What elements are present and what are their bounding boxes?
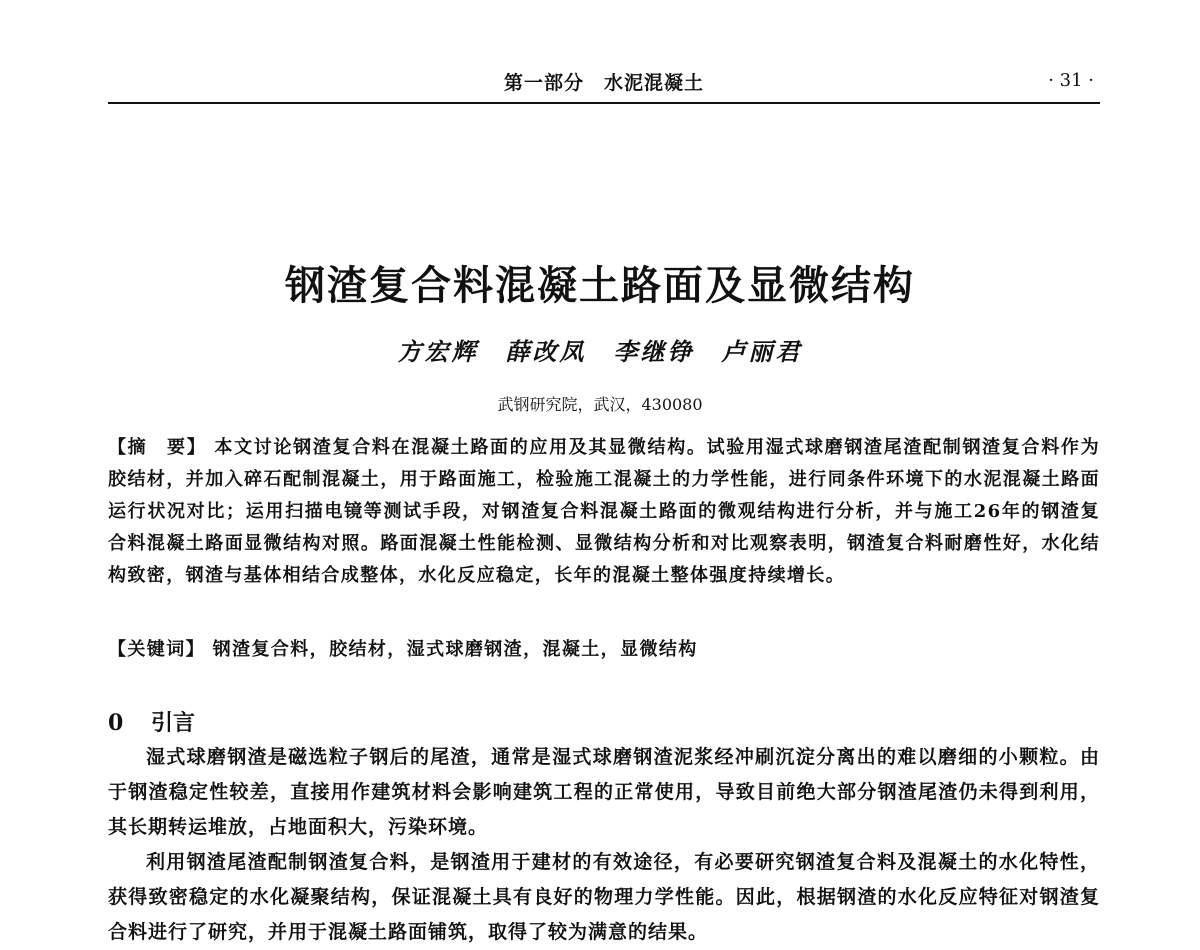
abstract-label: 【摘 要】 — [108, 437, 207, 458]
section-title: 引言 — [150, 711, 195, 736]
keywords-text: 钢渣复合料，胶结材，湿式球磨钢渣，混凝土，显微结构 — [212, 639, 698, 660]
page-number: · 31 · — [1048, 70, 1094, 91]
running-header — [108, 62, 1100, 104]
authors: 方宏辉 薛改凤 李继铮 卢丽君 — [397, 337, 803, 366]
affiliation: 武钢研究院，武汉，430080 — [497, 395, 703, 414]
body-paragraph: 湿式球磨钢渣是磁选粒子钢后的尾渣，通常是湿式球磨钢渣泥浆经冲刷沉淀分离出的难以磨细的小颗粒。由于钢渣稳定性较差，直接用作建筑材料会影响建筑工程的正常使用，导致目前绝大部分钢渣尾渣仍未得到利用，其长期转运堆放，占地面积大，污染环境。 — [108, 746, 1100, 838]
body-paragraph: 利用钢渣尾渣配制钢渣复合料，是钢渣用于建材的有效途径，有必要研究钢渣复合料及混凝土的水化特性，获得致密稳定的水化凝聚结构，保证混凝土具有良好的物理力学性能。因此，根据钢渣的水化反应特征对钢渣复合料进行了研究，并用于混凝土路面铺筑，取得了较为满意的结果。 — [108, 851, 1100, 943]
paper-title: 钢渣复合料混凝土路面及显微结构 — [285, 262, 915, 309]
section-number: 0 — [108, 710, 124, 736]
abstract-text: 本文讨论钢渣复合料在混凝土路面的应用及其显微结构。试验用湿式球磨钢渣尾渣配制钢渣复合料作为胶结材，并加入碎石配制混凝土，用于路面施工，检验施工混凝土的力学性能，进行同条件环境下的水泥混凝土路面运行状况对比；运用扫描电镜等测试手段，对钢渣复合料混凝土路面的微观结构进行分析，并与施工26年的钢渣复合料混凝土路面显微结构对照。路面混凝土性能检测、显微结构分析和对比观察表明，钢渣复合料耐磨性好，水化结构致密，钢渣与基体相结合成整体，水化反应稳定，长年的混凝土整体强度持续增长。 — [108, 437, 1101, 586]
abstract — [108, 432, 1100, 592]
keywords-label: 【关键词】 — [108, 639, 205, 660]
section-heading — [108, 706, 195, 737]
running-title: 第一部分 水泥混凝土 — [503, 72, 704, 94]
keywords — [108, 634, 1100, 666]
